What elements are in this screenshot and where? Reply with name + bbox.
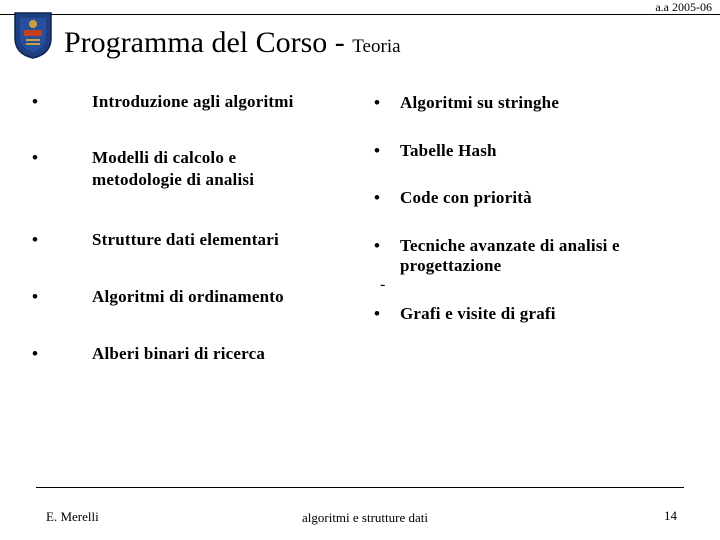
academic-year-label: a.a 2005-06: [655, 0, 712, 14]
bullet: •: [32, 92, 39, 111]
footer-author: E. Merelli: [46, 509, 99, 524]
bullet: •: [32, 287, 39, 306]
page-number: 14: [664, 508, 677, 523]
bullet: •: [374, 93, 381, 112]
bullet: •: [374, 304, 381, 323]
list-item-text: Modelli di calcolo e: [92, 148, 237, 167]
bullet: •: [32, 230, 39, 249]
list-item-text: Alberi binari di ricerca: [92, 344, 266, 363]
list-item-text: Tecniche avanzate di analisi e: [400, 236, 620, 255]
slide-title-sub: Teoria: [352, 36, 401, 57]
list-item-text: Tabelle Hash: [400, 141, 497, 160]
list-item-text: Grafi e visite di grafi: [400, 304, 556, 323]
list-item-text: Code con priorità: [400, 188, 532, 207]
bullet: •: [374, 188, 381, 207]
university-logo: [12, 10, 54, 60]
slide-title-main: Programma del Corso -: [64, 26, 353, 59]
list-item-text: Algoritmi di ordinamento: [92, 287, 284, 306]
footer-rule: [36, 487, 684, 488]
list-item-text: Strutture dati elementari: [92, 230, 279, 249]
stray-dash: -: [380, 276, 386, 293]
bullet: •: [32, 148, 39, 167]
list-item-text: Algoritmi su stringhe: [400, 93, 560, 112]
list-item-text-continued: progettazione: [400, 256, 502, 275]
list-item-text-continued: metodologie di analisi: [92, 170, 255, 189]
bullet: •: [374, 236, 381, 255]
list-item-text: Introduzione agli algoritmi: [92, 92, 294, 111]
bullet: •: [374, 141, 381, 160]
footer-course: algoritmi e strutture dati: [302, 510, 428, 525]
slide-title: [64, 26, 401, 60]
bullet: •: [32, 344, 39, 363]
header-rule: [0, 14, 720, 15]
